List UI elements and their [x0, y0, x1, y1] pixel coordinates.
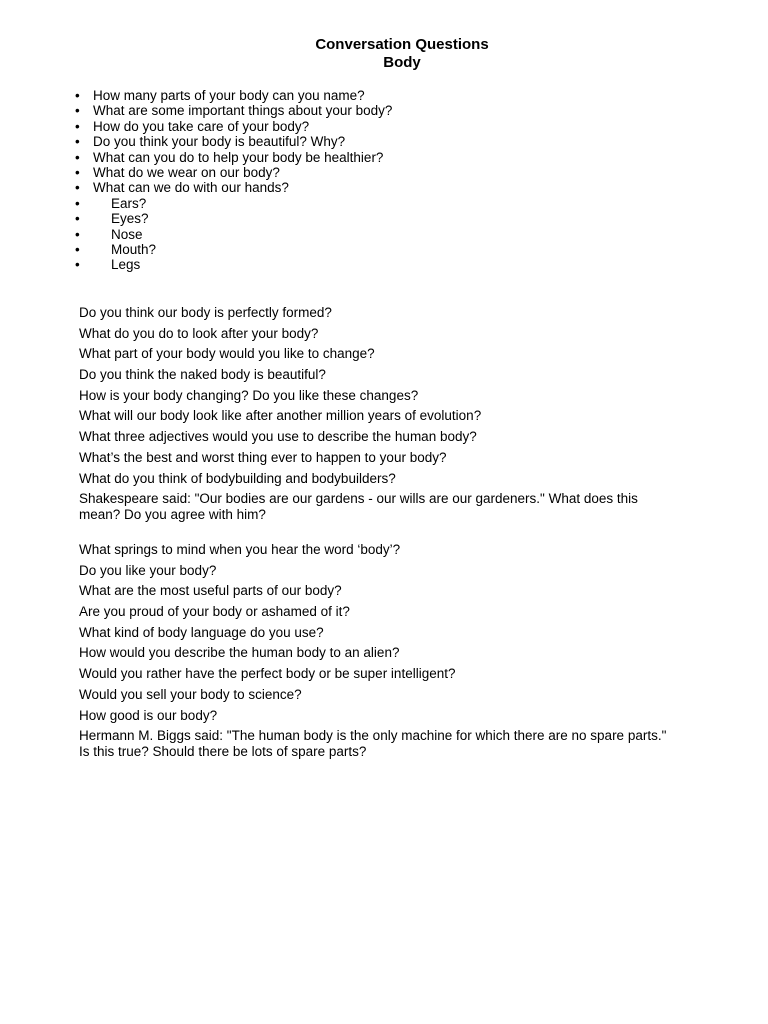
bullet-text: Eyes?	[111, 211, 149, 227]
question-list-2	[79, 542, 669, 764]
bullet-text: Ears?	[111, 195, 147, 211]
question-item: Would you rather have the perfect body or be super intelligent?	[79, 666, 456, 682]
bullet-item	[72, 242, 392, 257]
question-item: How good is our body?	[79, 707, 218, 723]
question-item: What will our body look like after another million years of evolution?	[79, 408, 482, 424]
bullet-dot-icon: •	[75, 180, 80, 196]
question-item: Shakespeare said: "Our bodies are our gardens - our wills are our gardeners." What does this mean? Do you agree with him?	[79, 491, 638, 522]
question-item: Do you like your body?	[79, 562, 217, 578]
bullet-dot-icon: •	[75, 211, 80, 227]
bullet-text: Nose	[111, 226, 143, 242]
bullet-dot-icon: •	[75, 134, 80, 150]
title-line-2: Body	[383, 54, 421, 71]
bullet-item	[72, 88, 392, 103]
bullet-text: How many parts of your body can you name?	[93, 88, 365, 103]
question-item: What three adjectives would you use to describe the human body?	[79, 429, 477, 445]
bullet-dot-icon: •	[75, 103, 80, 119]
bullet-dot-icon: •	[75, 226, 80, 242]
bullet-dot-icon: •	[75, 88, 80, 103]
question-list-1	[79, 305, 669, 527]
bullet-text: Do you think your body is beautiful? Why?	[93, 134, 346, 150]
question-item: Are you proud of your body or ashamed of it?	[79, 604, 350, 620]
question-item: How is your body changing? Do you like these changes?	[79, 387, 419, 403]
bullet-dot-icon: •	[75, 149, 80, 165]
question-item: Do you think the naked body is beautiful?	[79, 367, 326, 383]
question-item: What do you do to look after your body?	[79, 325, 319, 341]
bullet-item	[72, 211, 392, 226]
bullet-list	[72, 88, 392, 273]
title-line-1: Conversation Questions	[315, 36, 489, 53]
bullet-item	[72, 119, 392, 134]
bullet-item	[72, 227, 392, 242]
question-item: What are the most useful parts of our body?	[79, 583, 342, 599]
question-item: Do you think our body is perfectly formed?	[79, 305, 332, 320]
question-item: What’s the best and worst thing ever to happen to your body?	[79, 449, 447, 465]
bullet-item	[72, 103, 392, 118]
bullet-dot-icon: •	[75, 195, 80, 211]
bullet-item	[72, 165, 392, 180]
bullet-item	[72, 257, 392, 272]
bullet-dot-icon: •	[75, 118, 80, 134]
bullet-item	[72, 196, 392, 211]
question-item: What springs to mind when you hear the word ‘body’?	[79, 542, 401, 557]
bullet-item	[72, 150, 392, 165]
bullet-text: What are some important things about your body?	[93, 103, 393, 119]
bullet-item	[72, 134, 392, 149]
bullet-dot-icon: •	[75, 242, 80, 258]
question-item: Would you sell your body to science?	[79, 686, 302, 702]
bullet-text: What can we do with our hands?	[93, 180, 289, 196]
bullet-text: Legs	[111, 257, 141, 273]
bullet-dot-icon: •	[75, 165, 80, 181]
document-title	[0, 36, 768, 72]
question-item: What do you think of bodybuilding and bodybuilders?	[79, 470, 396, 486]
question-item: What kind of body language do you use?	[79, 624, 324, 640]
question-item: What part of your body would you like to change?	[79, 346, 375, 362]
bullet-text: What can you do to help your body be healthier?	[93, 149, 384, 165]
bullet-text: Mouth?	[111, 242, 157, 258]
question-item: How would you describe the human body to an alien?	[79, 645, 400, 661]
bullet-text: What do we wear on our body?	[93, 165, 280, 181]
bullet-text: How do you take care of your body?	[93, 118, 310, 134]
question-item: Hermann M. Biggs said: "The human body is the only machine for which there are no spare parts." Is this true? Should there be lots of spare parts?	[79, 728, 667, 759]
bullet-item	[72, 180, 392, 195]
bullet-dot-icon: •	[75, 257, 80, 273]
